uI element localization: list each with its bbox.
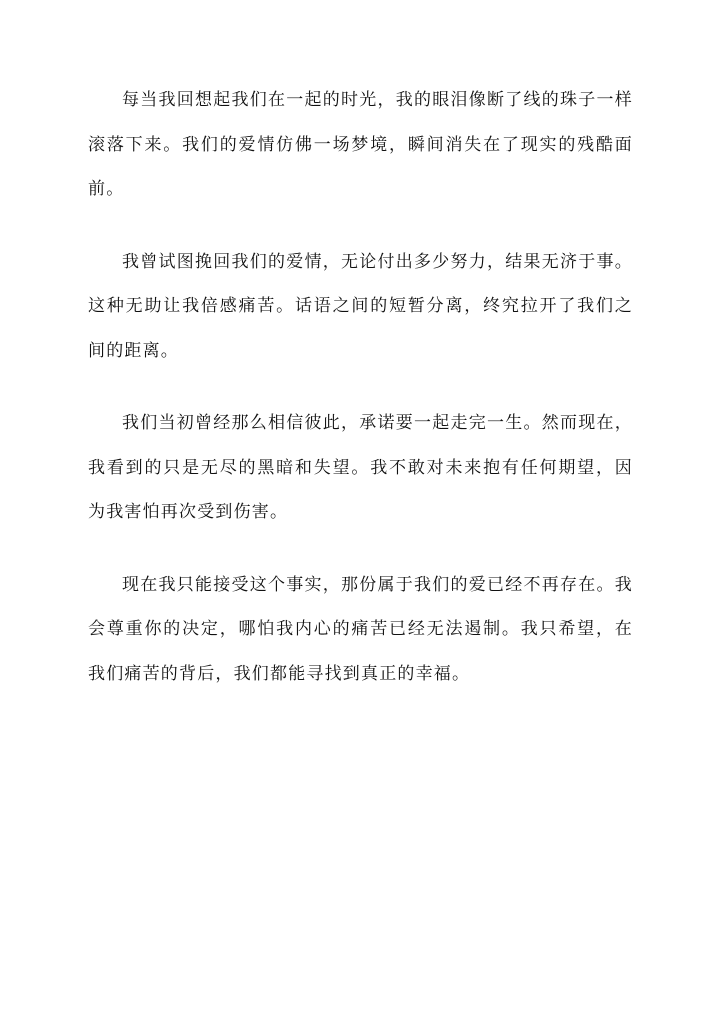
- paragraph-4: 现在我只能接受这个事实，那份属于我们的爱已经不再存在。我会尊重你的决定，哪怕我内心的痛苦已经无法遏制。我只希望，在我们痛苦的背后，我们都能寻找到真正的幸福。: [88, 574, 633, 684]
- paragraph-2: 我曾试图挽回我们的爱情，无论付出多少努力，结果无济于事。这种无助让我倍感痛苦。话语之间的短暂分离，终究拉开了我们之间的距离。: [88, 251, 633, 361]
- paragraph-1: 每当我回想起我们在一起的时光，我的眼泪像断了线的珠子一样滚落下来。我们的爱情仿佛一场梦境，瞬间消失在了现实的残酷面前。: [88, 90, 633, 199]
- paragraph-3: 我们当初曾经那么相信彼此，承诺要一起走完一生。然而现在，我看到的只是无尽的黑暗和失望。我不敢对未来抱有任何期望，因为我害怕再次受到伤害。: [88, 413, 633, 522]
- document-body: [88, 78, 633, 724]
